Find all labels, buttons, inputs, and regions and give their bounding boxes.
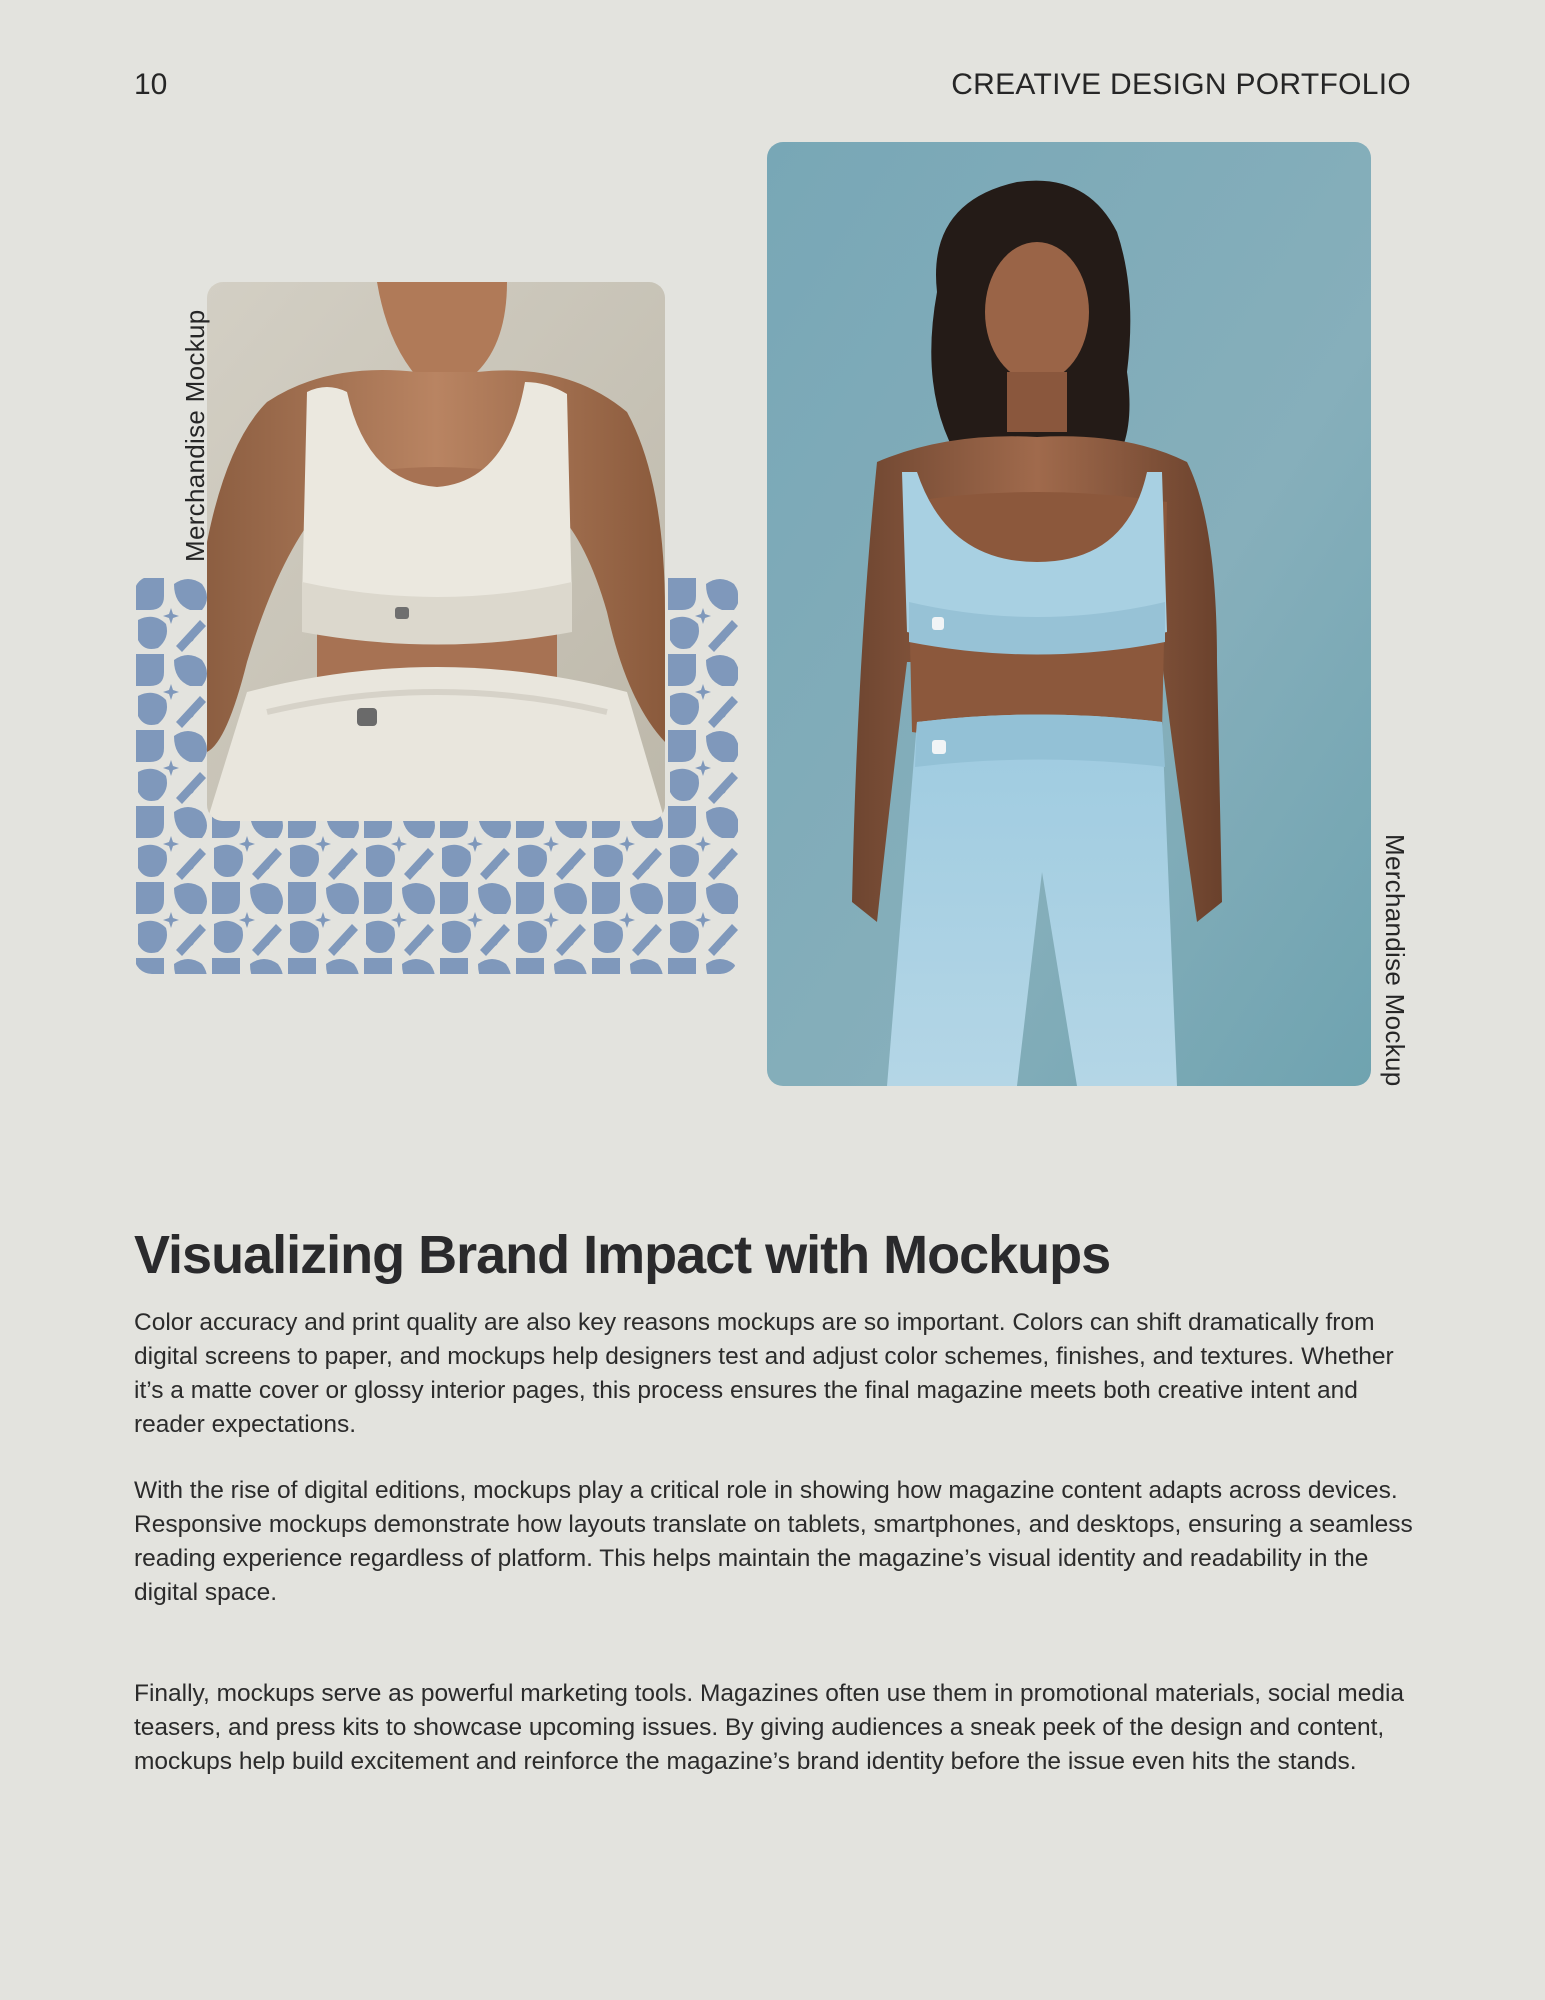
article-paragraph-2: With the rise of digital editions, mockups play a critical role in showing how magazine content adapts across devices. Responsive mockups demonstrate how layouts translate on tablets, smartphones, and desktops, ensuring a seamless reading experience regardless of platform. This helps maintain the magazine’s visual identity and readability in the digital space.: [134, 1477, 1413, 1606]
article-paragraph-1: Color accuracy and print quality are also key reasons mockups are so important. Colors can shift dramatically from digital screens to paper, and mockups help designers test and adjust color schemes, finishes, and textures. Whether it’s a matte cover or glossy interior pages, this process ensures the final magazine meets both creative intent and reader expectations.: [134, 1309, 1394, 1438]
merchandise-mockup-label-left: Merchandise Mockup: [180, 309, 210, 562]
blue-sportswear-graphic: [767, 142, 1371, 1086]
blue-sportswear-photo: [767, 142, 1371, 1086]
white-sportswear-graphic: [207, 282, 665, 821]
article-heading: Visualizing Brand Impact with Mockups: [134, 1225, 1111, 1285]
portfolio-title: CREATIVE DESIGN PORTFOLIO: [951, 68, 1411, 101]
article-paragraph-3: Finally, mockups serve as powerful marketing tools. Magazines often use them in promotional materials, social media teasers, and press kits to showcase upcoming issues. By giving audiences a sneak peek of the design and content, mockups help build excitement and reinforce the magazine’s brand identity before the issue even hits the stands.: [134, 1680, 1405, 1775]
merchandise-mockup-label-right: Merchandise Mockup: [1380, 834, 1410, 1087]
white-sportswear-photo: [207, 282, 665, 821]
page-number: 10: [134, 68, 168, 101]
